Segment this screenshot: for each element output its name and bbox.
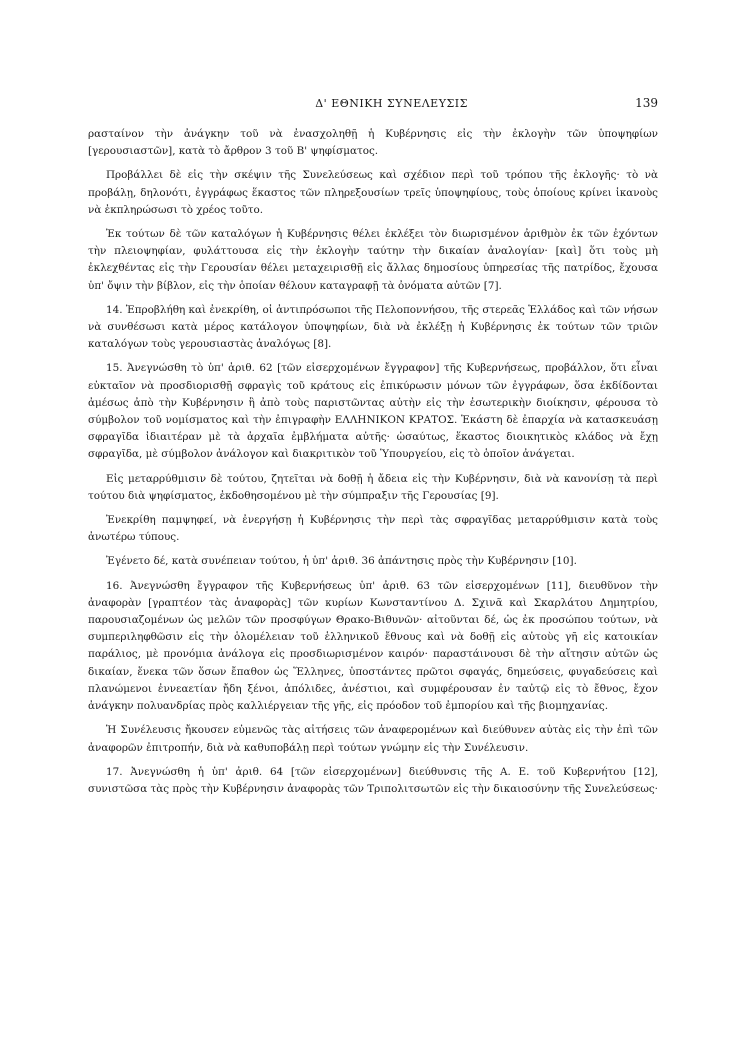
paragraph: Ἐνεκρίθη παμψηφεί, νὰ ἐνεργήσῃ ἡ Κυβέρνησις τὴν περὶ τὰς σφραγῖδας μεταρρύθμισιν κατὰ τοὺς ἀνωτέρω τύπους.	[88, 514, 658, 544]
running-title: Δ' ΕΘΝΙΚΗ ΣΥΝΕΛΕΥΣΙΣ	[315, 97, 468, 110]
paragraph: ρασταίνον τὴν ἀνάγκην τοῦ νὰ ἐνασχοληθῇ ἡ Κυβέρνησις εἰς τὴν ἐκλογὴν τῶν ὑποψηφίων [γερουσιαστῶν], κατὰ τὸ ἄρθρον 3 τοῦ Β' ψηφίσματος.	[88, 128, 658, 158]
paragraph: 15. Ἀνεγνώσθη τὸ ὑπ' ἀριθ. 62 [τῶν εἰσερχομένων ἔγγραφον] τῆς Κυβερνήσεως, προβάλλον, ὅτι εἶναι εὐκταῖον νὰ προσδιορισθῇ σφραγὶς τοῦ κράτους εἰς ἐπικύρωσιν μόνων τῶν ἐγγράφων, ὅσα ἐκδίδονται ἀμέσως ἀπὸ τὴν Κυβέρνησιν ἢ ἀπὸ τοὺς παριστῶντας αὐτὴν εἰς τὴν ἐσωτερικὴν διοίκησιν, φέρουσα τὸ σύμβολον τοῦ νομίσματος καὶ τὴν ἐπιγραφὴν ΕΛΛΗΝΙΚΟΝ ΚΡΑΤΟΣ. Ἑκάστη δὲ ἐπαρχία νὰ κατασκευάσῃ σφραγῖδα ἰδιαιτέραν μὲ τὰ ἀρχαῖα ἐμβλήματα αὐτῆς· ὡσαύτως, ἕκαστος διοικητικὸς κλάδος νὰ ἔχῃ σφραγῖδα, μὲ σύμβολον ἀνάλογον καὶ διακριτικὸν τοῦ Ὑπουργείου, εἰς τὸ ὁποῖον ἀνάγεται.	[88, 362, 658, 461]
paragraph: 14. Ἐπροβλήθη καὶ ἐνεκρίθη, οἱ ἀντιπρόσωποι τῆς Πελοποννήσου, τῆς στερεᾶς Ἑλλάδος καὶ τῶν νήσων νὰ συνθέσωσι κατὰ μέρος κατάλογον ὑποψηφίων, διὰ νὰ ἐκλέξῃ ἡ Κυβέρνησις ἐκ τούτων τῶν τριῶν καταλόγων τοὺς γερουσιαστὰς ἀναλόγως [8].	[88, 303, 658, 351]
document-body	[88, 126, 658, 798]
paragraph: Ἐγένετο δέ, κατὰ συνέπειαν τούτου, ἡ ὑπ' ἀριθ. 36 ἀπάντησις πρὸς τὴν Κυβέρνησιν [10].	[106, 555, 577, 568]
document-page	[88, 96, 658, 805]
paragraph: 16. Ἀνεγνώσθη ἔγγραφον τῆς Κυβερνήσεως ὑπ' ἀριθ. 63 τῶν εἰσερχομένων [11], διευθῦνον τὴν ἀναφορὰν [γραπτέον τὰς ἀναφορὰς] τῶν κυρίων Κωνσταντίνου Δ. Σχινᾶ καὶ Σκαρλάτου Δημητρίου, παρουσιαζομένων ὡς μελῶν τῶν προσφύγων Θρακο-Βιθυνῶν· αἰτοῦνται δέ, ὡς ἐκ προσώπου τούτων, νὰ συμπεριληφθῶσιν εἰς τὴν ὁλομέλειαν τοῦ ἑλληνικοῦ ἔθνους καὶ νὰ δοθῇ εἰς αὐτοὺς γῆ εἰς κατοικίαν παράλιος, μὲ προνόμια ἀνάλογα εἰς προσδιωρισμένον καιρόν· παραστάινουσι δὲ τὴν αἴτησιν αὐτῶν ὡς δικαίαν, ἕνεκα τῶν ὅσων ἔπαθον ὡς Ἕλληνες, ὑποστάντες πρῶτοι σφαγάς, δημεύσεις, φυγαδεύσεις καὶ πλανώμενοι ἐννεαετίαν ἤδη ξένοι, ἀπόλιδες, ἀνέστιοι, καὶ συμφέρουσαν ἐν ταὐτῷ εἰς τὸ ἔθνος, ἔχον ἀνάγκην πολυανδρίας πρὸς καλλιέργειαν τῆς γῆς, εἰς πρόοδον τοῦ ἐμπορίου καὶ τῆς βιομηχανίας.	[88, 579, 658, 713]
paragraph: Εἰς μεταρρύθμισιν δὲ τούτου, ζητεῖται νὰ δοθῇ ἡ ἄδεια εἰς τὴν Κυβέρνησιν, διὰ νὰ κανονίσῃ τὰ περὶ τούτου διὰ ψηφίσματος, ἐκδοθησομένου μὲ τὴν σύμπραξιν τῆς Γερουσίας [9].	[88, 472, 658, 502]
paragraph: Προβάλλει δὲ εἰς τὴν σκέψιν τῆς Συνελεύσεως καὶ σχέδιον περὶ τοῦ τρόπου τῆς ἐκλογῆς· τὸ νὰ προβάλῃ, δηλονότι, ἐγγράφως ἕκαστος τῶν πληρεξουσίων τρεῖς ὑποψηφίους, τοὺς ὁποίους κρίνει ἱκανοὺς νὰ ἐκπληρώσωσι τὸ χρέος τοῦτο.	[88, 169, 658, 216]
paragraph: Ἐκ τούτων δὲ τῶν καταλόγων ἡ Κυβέρνησις θέλει ἐκλέξει τὸν διωρισμένον ἀριθμὸν ἐκ τῶν ἐχόντων τὴν πλειοψηφίαν, φυλάττουσα εἰς τὴν ἐκλογὴν ταύτην τὴν δικαίαν ἀναλογίαν· [καὶ] ὅτι τοὺς μὴ ἐκλεχθέντας εἰς τὴν Γερουσίαν θέλει μεταχειρισθῇ εἰς ἄλλας δημοσίους ὑπηρεσίας τῆς πατρίδος, ἔχουσα ὑπ' ὄψιν τὴν βίβλον, εἰς τὴν ὁποίαν θέλουν καταγραφῇ τὰ ὀνόματα αὐτῶν [7].	[88, 228, 658, 292]
paragraph: 17. Ἀνεγνώσθη ἡ ὑπ' ἀριθ. 64 [τῶν εἰσερχομένων] διεύθυνσις τῆς Α. Ε. τοῦ Κυβερνήτου [12], συνιστῶσα τὰς πρὸς τὴν Κυβέρνησιν ἀναφορὰς τῶν Τριπολιτσωτῶν εἰς τὴν δικαιοσύνην τῆς Συνελεύσεως·	[88, 765, 658, 795]
paragraph: Ἡ Συνέλευσις ἤκουσεν εὐμενῶς τὰς αἰτήσεις τῶν ἀναφερομένων καὶ διεύθυνεν αὐτὰς εἰς τὴν ἐπὶ τῶν ἀναφορῶν ἐπιτροπήν, διὰ νὰ καθυποβάλῃ περὶ τούτων γνώμην εἰς τὴν Συνέλευσιν.	[88, 724, 658, 754]
page-number: 139	[635, 96, 658, 110]
running-header	[88, 96, 658, 122]
